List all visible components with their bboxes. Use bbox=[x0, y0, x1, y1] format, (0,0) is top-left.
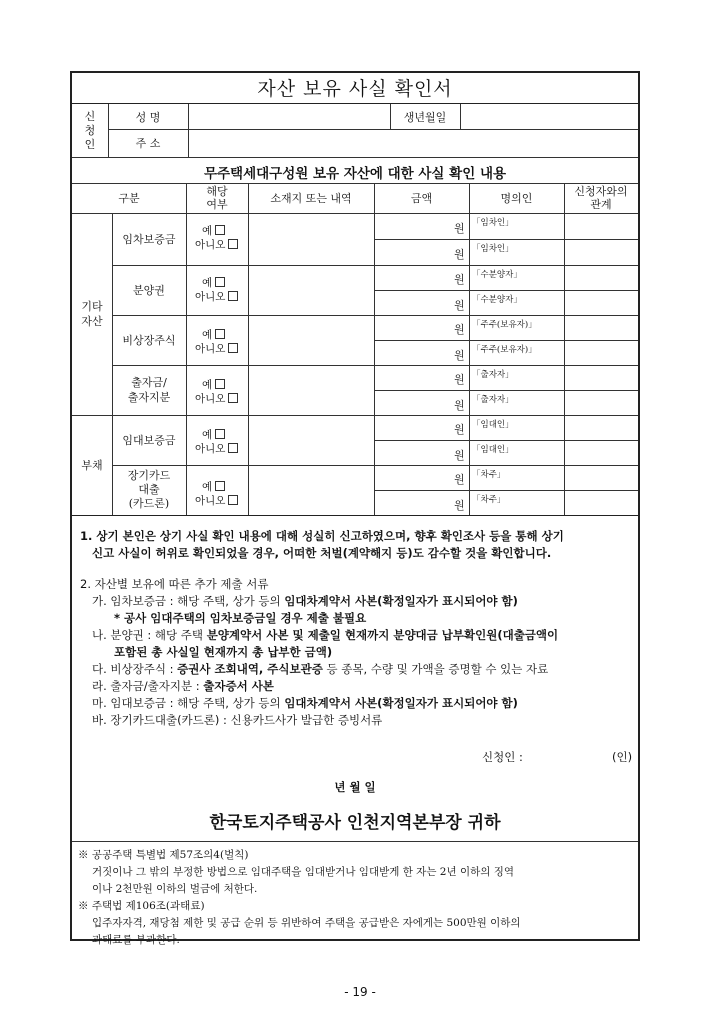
yes-checkbox[interactable] bbox=[215, 429, 225, 439]
section-title: 무주택세대구성원 보유 자산에 대한 사실 확인 내용 bbox=[203, 166, 507, 182]
col-category: 구분 bbox=[118, 192, 140, 205]
law-2-line-2: 과태료를 부과한다. bbox=[92, 934, 180, 946]
law-2-title: ※ 주택법 제106조(과태료) bbox=[78, 900, 205, 912]
holder-tag: 「임대인」 bbox=[472, 420, 514, 430]
note-ga-sub: * 공사 임대주택의 임차보증금일 경우 제출 불필요 bbox=[114, 611, 367, 625]
yes-option: 예 bbox=[202, 328, 225, 343]
yes-checkbox[interactable] bbox=[215, 277, 225, 287]
address-field[interactable] bbox=[189, 130, 637, 156]
holder-tag: 「주주(보유자)」 bbox=[472, 320, 537, 330]
seal-mark: (인) bbox=[612, 750, 633, 764]
item-name-presale-right: 분양권 bbox=[133, 284, 165, 297]
holder-tag: 「차주」 bbox=[472, 495, 506, 505]
form-title: 자산 보유 사실 확인서 bbox=[72, 75, 638, 104]
name-label: 성 명 bbox=[135, 110, 161, 124]
yes-option: 예 bbox=[202, 480, 225, 495]
won-unit: 원 bbox=[454, 248, 465, 261]
no-checkbox[interactable] bbox=[228, 443, 238, 453]
page-number: - 19 - bbox=[344, 985, 376, 999]
birthdate-label: 생년월일 bbox=[403, 110, 447, 124]
applicant-signature-field[interactable] bbox=[542, 747, 612, 767]
addressee: 한국토지주택공사 인천지역본부장 귀하 bbox=[209, 813, 501, 833]
no-option: 아니오 bbox=[195, 392, 238, 407]
note-2-title: 2. 자산별 보유에 따른 추가 제출 서류 bbox=[80, 577, 269, 591]
note-ma: 마. 임대보증금 : 해당 주택, 상가 등의 임대차계약서 사본(확정일자가 표시되어야 함) bbox=[92, 696, 518, 710]
holder-tag: 「출자자」 bbox=[472, 370, 514, 380]
item-name-investment: 출자금/ 출자지분 bbox=[127, 376, 171, 404]
form-frame bbox=[70, 71, 640, 946]
won-unit: 원 bbox=[454, 222, 465, 235]
group-label-liabilities: 부채 bbox=[81, 459, 103, 472]
yes-checkbox[interactable] bbox=[215, 481, 225, 491]
no-option: 아니오 bbox=[195, 442, 238, 457]
note-na-line-2: 포함된 총 사실일 현재까지 총 납부한 금액) bbox=[114, 645, 333, 659]
item-name-lease-deposit: 임차보증금 bbox=[122, 233, 176, 246]
applicant-signature-label: 신청인 : bbox=[482, 750, 523, 764]
won-unit: 원 bbox=[454, 349, 465, 362]
won-unit: 원 bbox=[454, 499, 465, 512]
col-location: 소재지 또는 내역 bbox=[270, 192, 352, 205]
note-da: 다. 비상장주식 : 증권사 조회내역, 주식보관증 등 종목, 수량 및 가액을 증명할 수 있는 자료 bbox=[92, 662, 549, 676]
yes-checkbox[interactable] bbox=[215, 225, 225, 235]
no-checkbox[interactable] bbox=[228, 291, 238, 301]
note-1-line-1: 1. 상기 본인은 상기 사실 확인 내용에 대해 성실히 신고하였으며, 향후 확인조사 등을 통해 상기 bbox=[80, 529, 564, 543]
no-option: 아니오 bbox=[195, 290, 238, 305]
yes-option: 예 bbox=[202, 428, 225, 443]
won-unit: 원 bbox=[454, 323, 465, 336]
won-unit: 원 bbox=[454, 423, 465, 436]
law-1-line-2: 이나 2천만원 이하의 벌금에 처한다. bbox=[92, 883, 258, 895]
yes-option: 예 bbox=[202, 378, 225, 393]
holder-tag: 「수분양자」 bbox=[472, 270, 522, 280]
item-name-unlisted-stock: 비상장주식 bbox=[122, 334, 176, 347]
won-unit: 원 bbox=[454, 373, 465, 386]
note-na: 나. 분양권 : 해당 주택 분양계약서 사본 및 제출일 현재까지 분양대금 납부확인원(대출금액이 bbox=[92, 628, 559, 642]
col-applicable: 해당 여부 bbox=[206, 185, 228, 211]
holder-tag: 「수분양자」 bbox=[472, 295, 522, 305]
yes-option: 예 bbox=[202, 224, 225, 239]
col-holder: 명의인 bbox=[500, 192, 533, 205]
name-field[interactable] bbox=[189, 105, 389, 128]
note-ra: 라. 출자금/출자지분 : 출자증서 사본 bbox=[92, 679, 274, 693]
no-option: 아니오 bbox=[195, 342, 238, 357]
won-unit: 원 bbox=[454, 299, 465, 312]
won-unit: 원 bbox=[454, 399, 465, 412]
no-option: 아니오 bbox=[195, 494, 238, 509]
applicant-label: 신 청 인 bbox=[84, 109, 96, 151]
yes-checkbox[interactable] bbox=[215, 379, 225, 389]
note-ga: 가. 임차보증금 : 해당 주택, 상가 등의 임대차계약서 사본(확정일자가 표시되어야 함) bbox=[92, 594, 518, 608]
law-2-line-1: 입주자자격, 재당첨 제한 및 공급 순위 등 위반하여 주택을 공급받은 자에게는 500만원 이하의 bbox=[92, 917, 521, 929]
no-checkbox[interactable] bbox=[228, 393, 238, 403]
holder-tag: 「임차인」 bbox=[472, 244, 514, 254]
no-checkbox[interactable] bbox=[228, 343, 238, 353]
col-amount: 금액 bbox=[410, 192, 433, 205]
won-unit: 원 bbox=[454, 273, 465, 286]
holder-tag: 「출자자」 bbox=[472, 395, 514, 405]
won-unit: 원 bbox=[454, 449, 465, 462]
won-unit: 원 bbox=[454, 473, 465, 486]
no-checkbox[interactable] bbox=[228, 495, 238, 505]
holder-tag: 「임대인」 bbox=[472, 445, 514, 455]
group-label-other-assets: 기타 자산 bbox=[81, 300, 103, 328]
col-relation: 신청자와의 관계 bbox=[574, 185, 628, 211]
address-label: 주 소 bbox=[135, 137, 161, 150]
holder-tag: 「임차인」 bbox=[472, 218, 514, 228]
date-line: 년 월 일 bbox=[334, 780, 376, 794]
yes-option: 예 bbox=[202, 276, 225, 291]
law-1-title: ※ 공공주택 특별법 제57조의4(벌칙) bbox=[78, 849, 249, 861]
holder-tag: 「차주」 bbox=[472, 470, 506, 480]
holder-tag: 「주주(보유자)」 bbox=[472, 345, 537, 355]
item-name-card-loan: 장기카드 대출 (카드론) bbox=[127, 469, 171, 510]
note-1-line-2: 신고 사실이 허위로 확인되었을 경우, 어떠한 처벌(계약해지 등)도 감수할 것을 확인합니다. bbox=[92, 546, 552, 560]
item-name-rental-deposit: 임대보증금 bbox=[122, 434, 176, 447]
note-ba: 바. 장기카드대출(카드론) : 신용카드사가 발급한 증빙서류 bbox=[92, 713, 383, 727]
law-1-line-1: 거짓이나 그 밖의 부정한 방법으로 임대주택을 임대받거나 임대받게 한 자는 2년 이하의 징역 bbox=[92, 866, 515, 878]
yes-checkbox[interactable] bbox=[215, 329, 225, 339]
birthdate-field[interactable] bbox=[461, 105, 637, 128]
no-option: 아니오 bbox=[195, 238, 238, 253]
no-checkbox[interactable] bbox=[228, 239, 238, 249]
